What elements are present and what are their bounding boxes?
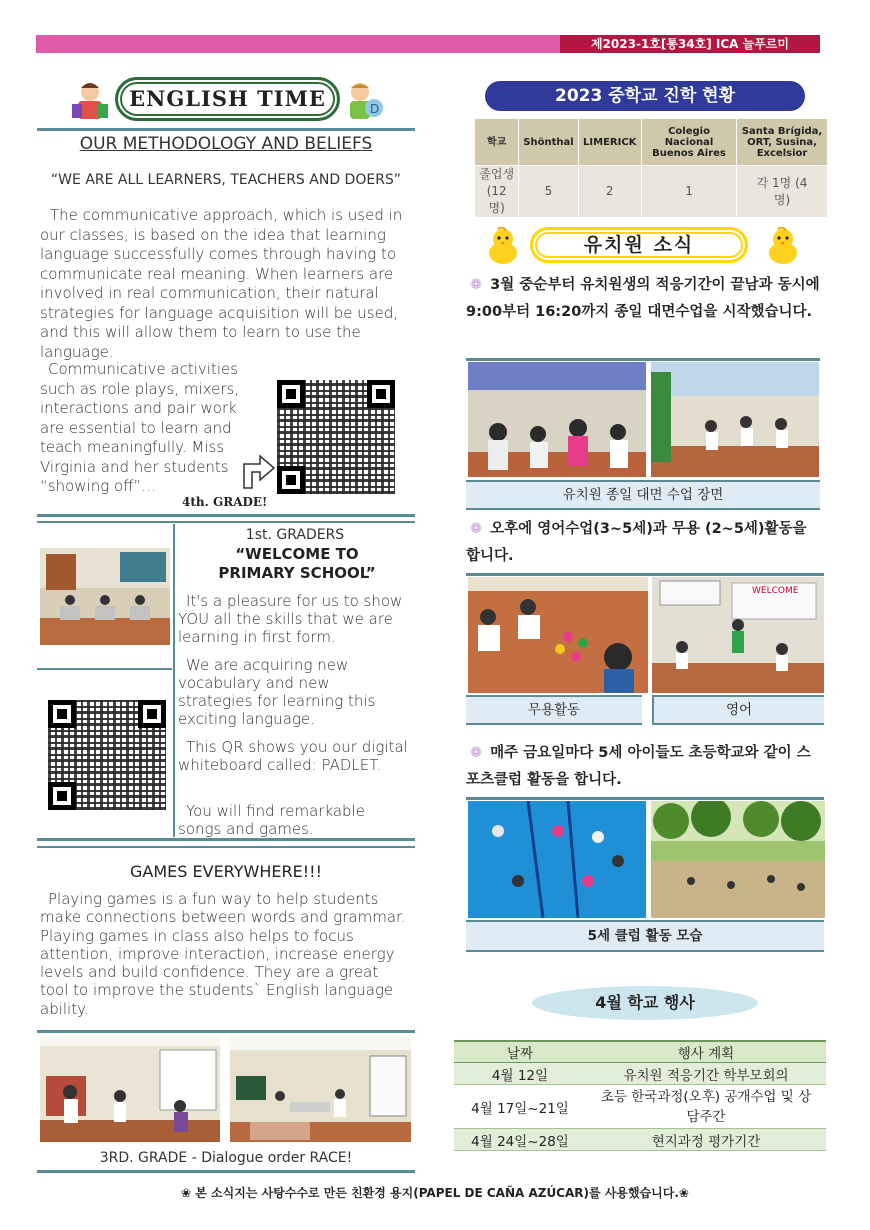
kindergarten-class-photo-1 xyxy=(468,362,646,477)
april-row xyxy=(454,1085,826,1129)
qr-code-grade4[interactable] xyxy=(277,380,395,494)
arrow-icon xyxy=(240,448,276,490)
admissions-header: LIMERICK xyxy=(578,119,641,166)
april-header-row xyxy=(454,1041,826,1063)
footer-note: ❀ 본 소식지는 사탕수수로 만든 친환경 용지(PAPEL DE CAÑA AZÚCAR)를 사용했습니다.❀ xyxy=(181,1186,689,1200)
flower-icon: ❁ xyxy=(470,277,483,293)
first-graders-p4: You will find remarkable songs and games. xyxy=(178,802,365,838)
april-row xyxy=(454,1129,826,1151)
methodology-paragraph: The communicative approach, which is used in our classes, is based on the idea that learning language successfully comes through having to communicate real meaning. When learners are involved in real communication, their natural strategies for language acquisition will be used, and this will allow them to learn to use the language. xyxy=(40,206,403,361)
admissions-row xyxy=(475,166,828,218)
grade3-photo-2 xyxy=(230,1036,411,1142)
english-caption: 영어 xyxy=(652,695,824,725)
divider xyxy=(37,514,415,517)
divider xyxy=(37,668,172,670)
divider xyxy=(37,846,415,848)
kid-illustration-left xyxy=(70,80,110,122)
admissions-cell: 2 xyxy=(578,166,641,218)
admissions-header: Colegio Nacional Buenos Aires xyxy=(641,119,736,166)
kindergarten-class-photo-2 xyxy=(651,362,819,477)
top-bar xyxy=(36,35,820,53)
april-events-table xyxy=(454,1040,826,1151)
admissions-title: 2023 중학교 진학 현황 xyxy=(485,81,805,111)
april-header: 날짜 xyxy=(454,1041,586,1063)
dance-caption: 무용활동 xyxy=(466,695,642,725)
chick-icon-left xyxy=(486,227,520,265)
methodology-heading: OUR METHODOLOGY AND BELIEFS xyxy=(79,134,373,154)
divider xyxy=(466,797,824,800)
games-heading: GAMES EVERYWHERE!!! xyxy=(130,862,322,881)
club-caption: 5세 클럽 활동 모습 xyxy=(466,920,824,952)
admissions-header: Santa Brígida, ORT, Susina, Excelsior xyxy=(737,119,828,166)
kindergarten-banner: 유치원 소식 xyxy=(530,227,748,263)
divider xyxy=(37,1170,415,1173)
admissions-cell: 5 xyxy=(519,166,578,218)
april-event: 유치원 적응기간 학부모회의 xyxy=(586,1063,826,1085)
april-event: 현지과정 평가기간 xyxy=(586,1129,826,1151)
grade3-caption: 3RD. GRADE - Dialogue order RACE! xyxy=(99,1150,353,1166)
divider xyxy=(37,128,415,131)
first-graders-p3: This QR shows you our digital whiteboard called: PADLET. xyxy=(178,738,408,774)
chick-icon-right xyxy=(766,227,800,265)
admissions-header: 학교 xyxy=(475,119,519,166)
april-date: 4월 24일~28일 xyxy=(454,1129,586,1151)
april-row xyxy=(454,1063,826,1085)
divider xyxy=(466,573,824,576)
first-graders-heading: 1st. GRADERS xyxy=(245,527,345,543)
admissions-cell: 1 xyxy=(641,166,736,218)
admissions-header-row xyxy=(475,119,828,166)
divider xyxy=(37,838,415,841)
admissions-table xyxy=(474,118,828,218)
admissions-cell: 각 1명 (4명) xyxy=(737,166,828,218)
april-header: 행사 계획 xyxy=(586,1041,826,1063)
vertical-divider xyxy=(173,524,175,837)
kindergarten-p2: ❁ 오후에 영어수업(3~5세)과 무용 (2~5세)활동을 합니다. xyxy=(466,521,807,564)
kid-illustration-right xyxy=(342,80,384,122)
outdoor-club-photo xyxy=(651,801,825,918)
qr-code-padlet[interactable] xyxy=(48,700,166,810)
kindergarten-p3: ❁ 매주 금요일마다 5세 아이들도 초등학교와 같이 스포츠클럽 활동을 합니다. xyxy=(466,745,811,788)
divider xyxy=(37,521,415,523)
first-graders-p2: We are acquiring new vocabulary and new strategies for learning this exciting language. xyxy=(178,656,376,728)
english-class-photo xyxy=(652,577,824,693)
april-events-title: 4월 학교 행사 xyxy=(532,986,758,1020)
grade4-label: 4th. GRADE! xyxy=(182,495,268,509)
dance-activity-photo xyxy=(468,577,648,693)
admissions-cell: 졸업생 (12명) xyxy=(475,166,519,218)
flower-icon: ❁ xyxy=(470,521,483,537)
first-graders-p1: It's a pleasure for us to show YOU all the skills that we are learning in first form. xyxy=(178,592,403,646)
classroom-photo xyxy=(40,548,170,645)
welcome-heading: “WELCOME TO PRIMARY SCHOOL” xyxy=(218,545,376,582)
methodology-quote: “WE ARE ALL LEARNERS, TEACHERS AND DOERS” xyxy=(50,172,402,188)
svg-text:WELCOME: WELCOME xyxy=(752,586,799,596)
issue-label: 제2023-1호[통34호] ICA 늘푸르미 xyxy=(560,35,820,53)
svg-text:D: D xyxy=(370,102,380,116)
kindergarten-caption-1: 유치원 종일 대면 수업 장면 xyxy=(466,480,820,510)
divider xyxy=(37,1030,415,1033)
divider xyxy=(466,358,820,361)
activities-paragraph: Communicative activities such as role plays, mixers, interactions and pair work are essential to learn and teach meaningfully. Miss Virginia and her students “showing off”… xyxy=(40,360,240,495)
kindergarten-p1: ❁ 3월 중순부터 유치원생의 적응기간이 끝남과 동시에 9:00부터 16:20까지 종일 대면수업을 시작했습니다. xyxy=(466,277,820,320)
grade3-photo-1 xyxy=(40,1036,220,1142)
admissions-header: Shönthal xyxy=(519,119,578,166)
april-date: 4월 17일~21일 xyxy=(454,1085,586,1129)
flower-icon: ❁ xyxy=(470,745,483,761)
april-event: 초등 한국과정(오후) 공개수업 및 상담주간 xyxy=(586,1085,826,1129)
english-time-banner: ENGLISH TIME xyxy=(115,77,340,121)
games-paragraph: Playing games is a fun way to help students make connections between words and grammar. Playing games in class also helps to focus attention, improve interaction, increase energy levels and build confidence. They are a great tool to improve the students` English language ability. xyxy=(40,890,406,1018)
swimming-club-photo xyxy=(468,801,646,918)
april-date: 4월 12일 xyxy=(454,1063,586,1085)
